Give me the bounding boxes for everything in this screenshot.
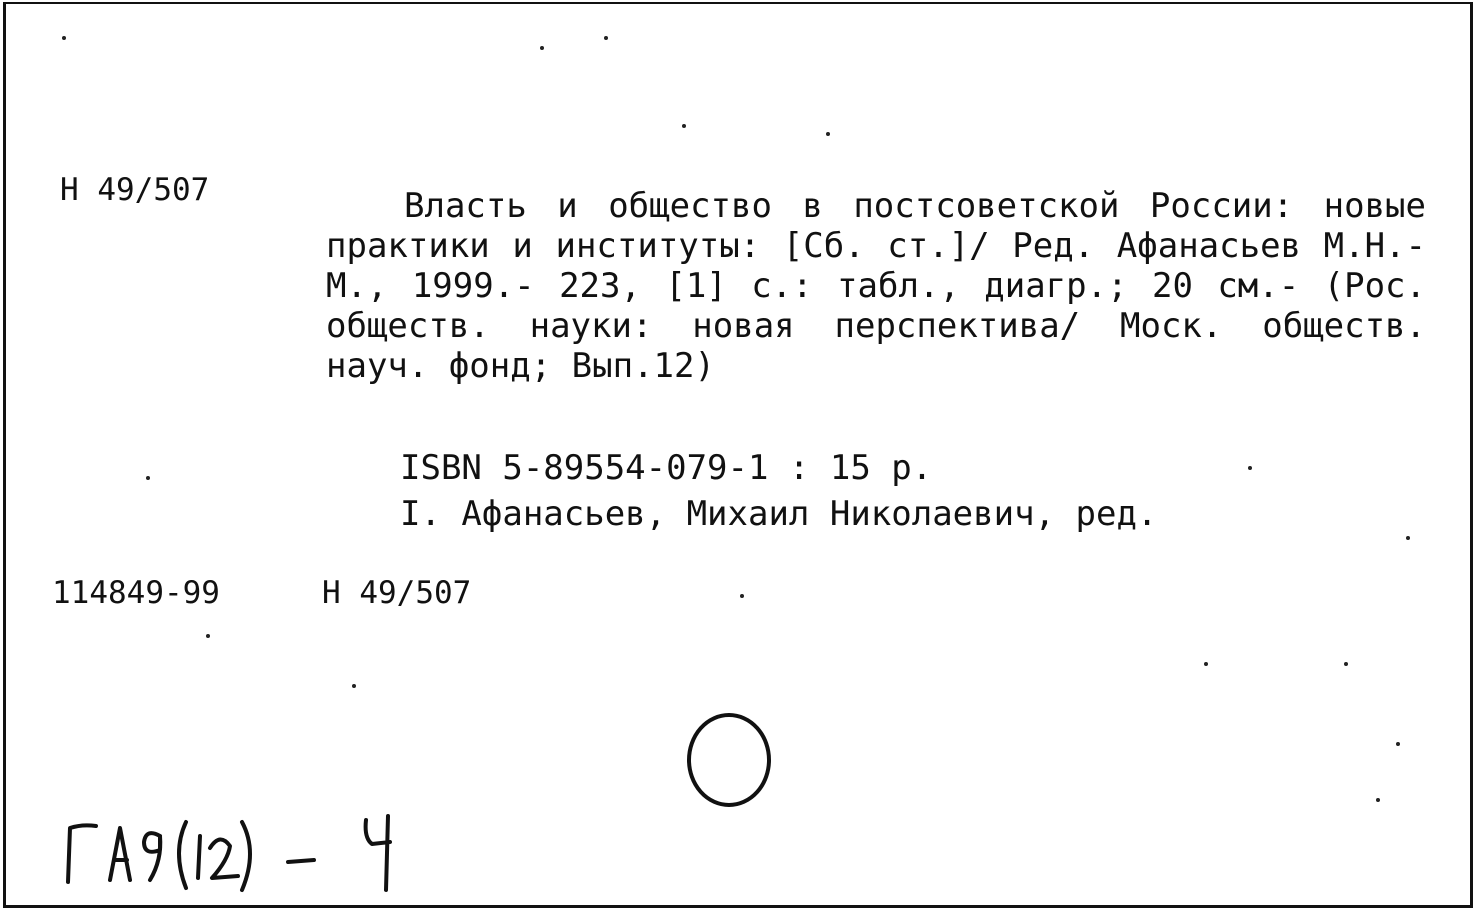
speck — [1376, 798, 1380, 802]
speck — [1248, 466, 1252, 470]
isbn-line: ISBN 5-89554-079-1 : 15 р. — [400, 448, 933, 488]
shelfmark-bottom: Н 49/507 — [322, 575, 472, 611]
speck — [826, 132, 830, 136]
speck — [146, 476, 150, 480]
inventory-number: 114849-99 — [52, 575, 220, 611]
speck — [1396, 742, 1400, 746]
speck — [1406, 536, 1410, 540]
speck — [62, 36, 66, 40]
speck — [206, 634, 210, 638]
bibliographic-description — [326, 186, 1426, 386]
description-text: Власть и общество в постсоветской России: новые практики и институты: [Сб. ст.]/ Ред. Афанасьев М.Н.- М., 1999.- 223, [1] с.: табл., диагр.; 20 см.- (Рос. обществ. науки: новая перспектива/ Моск. обществ. науч. фонд; Вып.12) — [326, 186, 1426, 386]
handwritten-note — [60, 800, 420, 895]
speck — [604, 36, 608, 40]
speck — [740, 594, 744, 598]
added-entry: I. Афанасьев, Михаил Николаевич, ред. — [400, 494, 1158, 534]
speck — [352, 684, 356, 688]
punch-hole-icon — [686, 712, 772, 808]
speck — [1344, 662, 1348, 666]
speck — [540, 46, 544, 50]
shelfmark-top: Н 49/507 — [60, 172, 210, 208]
speck — [1204, 662, 1208, 666]
speck — [682, 124, 686, 128]
